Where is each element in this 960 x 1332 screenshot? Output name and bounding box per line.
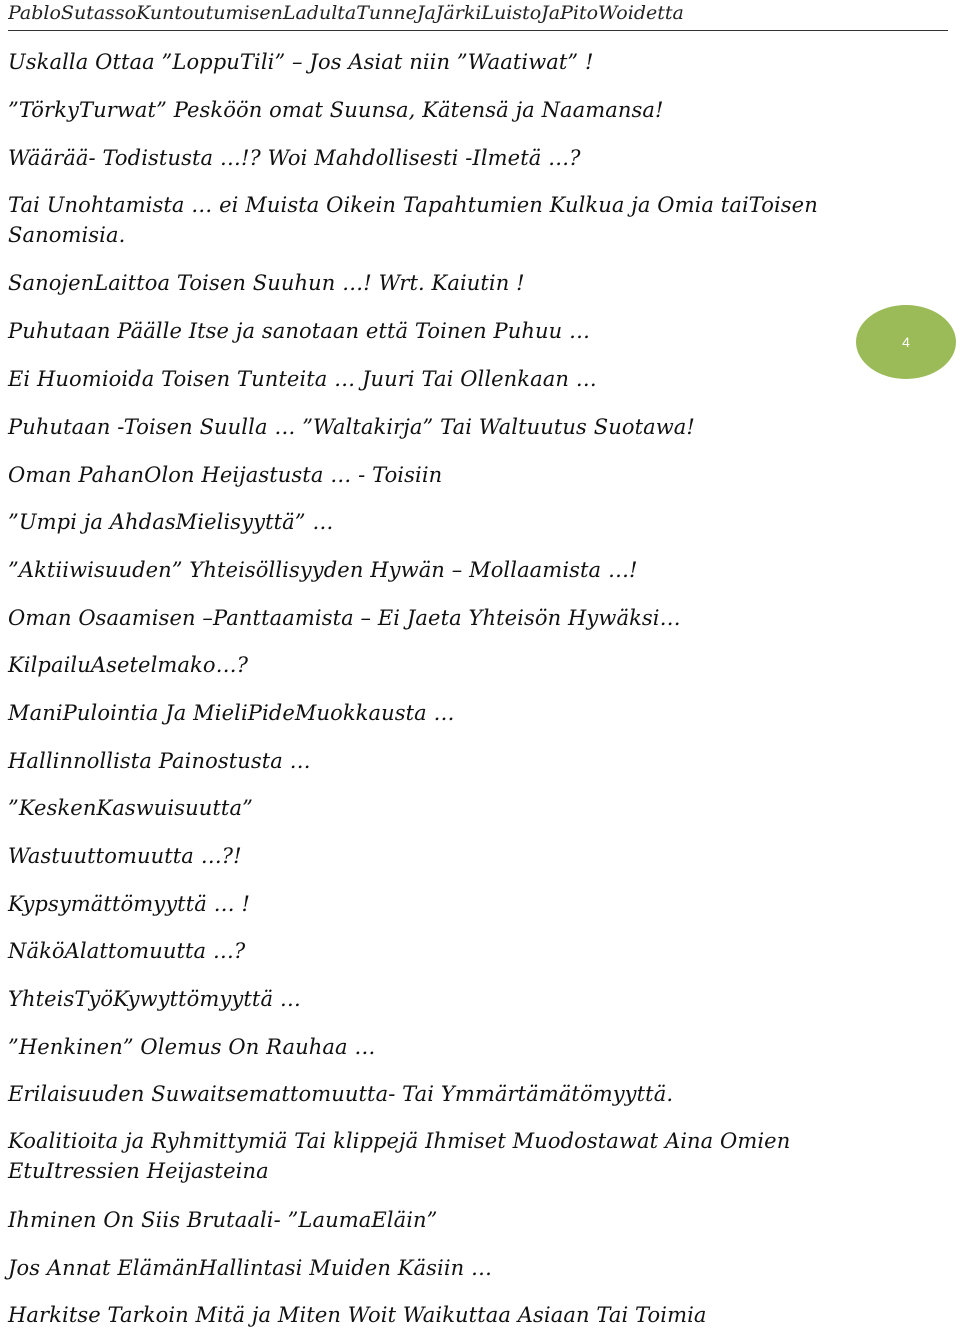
page-number-badge: 4 <box>856 305 956 379</box>
text-line: NäköAlattomuutta …? <box>8 939 246 963</box>
text-line: KilpailuAsetelmako…? <box>8 653 249 677</box>
text-line: Tai Unohtamista … ei Muista Oikein Tapahtumien Kulkua ja Omia taiToisen Sanomisia. <box>8 193 818 247</box>
text-line: YhteisTyöKywyttömyyttä … <box>8 987 301 1011</box>
text-line: Wastuuttomuutta …?! <box>8 844 242 868</box>
text-line: Koalitioita ja Ryhmittymiä Tai klippejä Ihmiset Muodostawat Aina Omien EtuItressien Heijasteina <box>8 1129 791 1183</box>
text-line: Puhutaan -Toisen Suulla … ”Waltakirja” Tai Waltuutus Suotawa! <box>8 415 695 439</box>
text-line: ”Henkinen” Olemus On Rauhaa … <box>8 1035 376 1059</box>
text-line: Harkitse Tarkoin Mitä ja Miten Woit Waikuttaa Asiaan Tai Toimia <box>8 1303 707 1327</box>
text-line: Puhutaan Päälle Itse ja sanotaan että Toinen Puhuu … <box>8 319 591 343</box>
text-line: ManiPulointia Ja MieliPideMuokkausta … <box>8 701 455 725</box>
text-line: Jos Annat ElämänHallintasi Muiden Käsiin … <box>8 1256 493 1280</box>
text-line: Oman PahanOlon Heijastusta … - Toisiin <box>8 463 443 487</box>
text-line: ”TörkyTurwat” Pesköön omat Suunsa, Kätensä ja Naamansa! <box>8 98 664 122</box>
text-line: ”Aktiiwisuuden” Yhteisöllisyyden Hywän – Mollaamista …! <box>8 558 638 582</box>
text-line: Ei Huomioida Toisen Tunteita … Juuri Tai Ollenkaan … <box>8 367 597 391</box>
text-line: ”Umpi ja AhdasMielisyyttä” … <box>8 510 334 534</box>
text-line: Wäärää- Todistusta …!? Woi Mahdollisesti -Ilmetä …? <box>8 146 581 170</box>
page-header: PabloSutassoKuntoutumisenLadultaTunneJaJärkiLuistoJaPitoWoidetta <box>8 0 948 31</box>
text-line: Erilaisuuden Suwaitsemattomuutta- Tai Ymmärtämätömyyttä. <box>8 1082 674 1106</box>
text-line: SanojenLaittoa Toisen Suuhun …! Wrt. Kaiutin ! <box>8 271 525 295</box>
text-line: ”KeskenKaswuisuutta” <box>8 796 253 820</box>
text-line: Oman Osaamisen –Panttaamista – Ei Jaeta Yhteisön Hywäksi… <box>8 606 681 630</box>
text-line: Hallinnollista Painostusta … <box>8 749 311 773</box>
text-line: Uskalla Ottaa ”LoppuTili” – Jos Asiat niin ”Waatiwat” ! <box>8 50 594 74</box>
text-line: Kypsymättömyyttä … ! <box>8 892 251 916</box>
text-line: Ihminen On Siis Brutaali- ”LaumaEläin” <box>8 1208 438 1232</box>
